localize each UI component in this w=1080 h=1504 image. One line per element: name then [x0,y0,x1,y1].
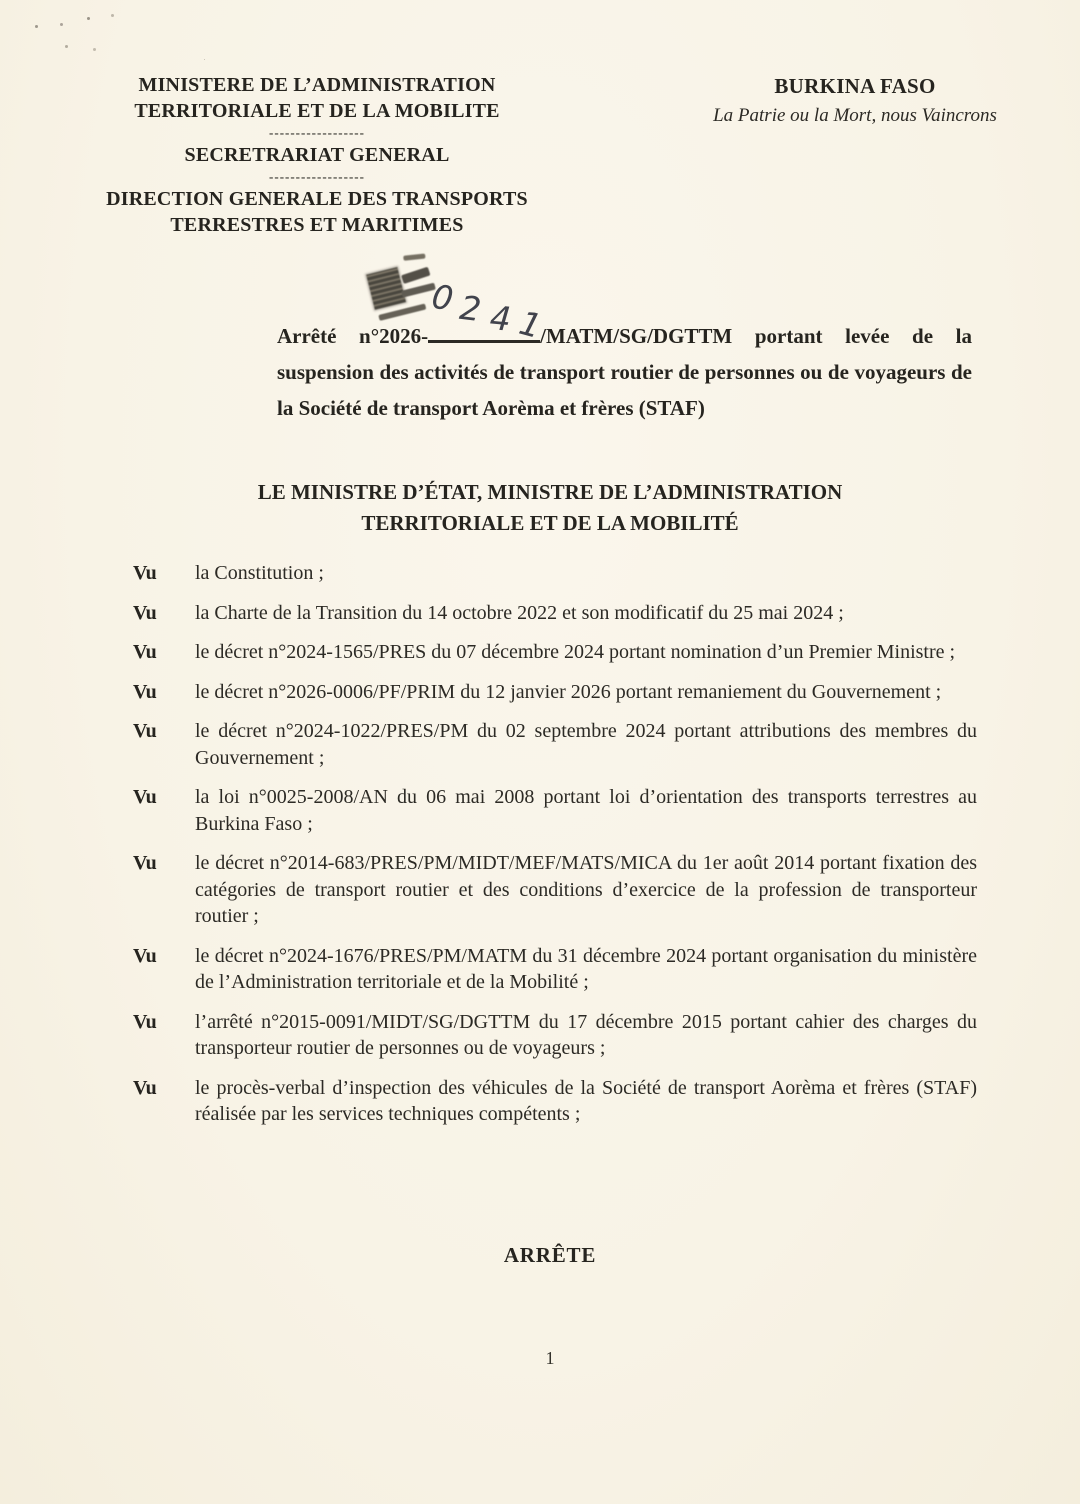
vu-list [133,560,977,1141]
vu-item [133,679,977,706]
vu-text: le procès-verbal d’inspection des véhicules de la Société de transport Aorèma et frères (STAF) réalisée par les services techniques compétents ; [195,1076,977,1125]
vu-item [133,1075,977,1128]
vu-text: le décret n°2014-683/PRES/PM/MIDT/MEF/MATS/MICA du 1er août 2014 portant fixation des catégories de transport routier et des conditions d’exercice de la profession de transporteur routier ; [195,852,977,927]
vu-label: Vu [133,786,157,808]
scan-specks [35,25,38,28]
vu-label: Vu [133,601,157,624]
vu-text: le décret n°2024-1676/PRES/PM/MATM du 31 décembre 2024 portant organisation du ministère de l’Administration territoriale et de la Mobilité ; [195,944,977,993]
decree-title [277,318,972,426]
vu-label: Vu [133,641,157,663]
vu-item [133,560,977,587]
minister-heading [120,477,980,539]
vu-item [133,943,977,996]
decree-title-suffix: /MATM/SG/DGTTM portant levée de la suspension des activités de transport routier de personnes ou de voyageurs de la Société de transport Aorèma et frères (STAF) [277,324,973,420]
ministry-name-line2: TERRITORIALE ET DE LA MOBILITE [134,100,500,122]
vu-item [133,1009,977,1062]
decree-title-prefix: Arrêté n°2026- [277,324,429,348]
vu-text: la loi n°0025-2008/AN du 06 mai 2008 portant loi d’orientation des transports terrestres au Burkina Faso ; [195,786,977,835]
arrete-heading: ARRÊTE [503,1243,597,1267]
handwritten-digit: 2 [457,287,484,330]
handwritten-number [429,276,546,347]
secretariat-general: SECRETRARIAT GENERAL [184,144,450,166]
minister-heading-line2: TERRITORIALE ET DE LA MOBILITÉ [361,511,739,535]
vu-item [133,718,977,771]
vu-text: la Charte de la Transition du 14 octobre 2022 et son modificatif du 25 mai 2024 ; [195,601,844,624]
direction-name-line1: DIRECTION GENERALE DES TRANSPORTS [106,188,528,210]
vu-text: l’arrêté n°2015-0091/MIDT/SG/DGTTM du 17 décembre 2015 portant cahier des charges du transporteur routier de personnes ou de voyageurs ; [195,1010,977,1059]
vu-label: Vu [133,944,157,967]
vu-label: Vu [133,852,157,874]
dashed-separator: ------------------ [269,169,365,184]
vu-label: Vu [133,680,157,703]
vu-label: Vu [133,1076,157,1099]
country-name: BURKINA FASO [774,74,936,98]
vu-text: le décret n°2026-0006/PF/PRIM du 12 janvier 2026 portant remaniement du Gouvernement ; [195,680,942,703]
letterhead-left [92,72,542,238]
handwritten-digit: 0 [429,276,456,319]
vu-text: le décret n°2024-1565/PRES du 07 décembre 2024 portant nomination d’un Premier Ministre ; [195,641,956,663]
national-motto: La Patrie ou la Mort, nous Vaincrons [713,105,997,126]
vu-text: la Constitution ; [195,562,324,584]
handwritten-digit: 1 [515,302,546,347]
vu-text: le décret n°2024-1022/PRES/PM du 02 septembre 2024 portant attributions des membres du Gouvernement ; [195,720,977,769]
vu-item [133,784,977,837]
minister-heading-line1: LE MINISTRE D’ÉTAT, MINISTRE DE L’ADMINISTRATION [257,480,843,504]
number-blank-line [428,319,540,343]
vu-item [133,600,977,627]
vu-label: Vu [133,1010,157,1033]
dashed-separator: ------------------ [269,125,365,140]
direction-name-line2: TERRESTRES ET MARITIMES [170,214,464,236]
vu-item [133,639,977,666]
page-number: 1 [545,1348,555,1368]
handwritten-digit: 4 [488,298,513,339]
vu-label: Vu [133,720,157,742]
vu-label: Vu [133,562,157,584]
letterhead-right [655,74,1055,127]
vu-item [133,850,977,930]
ministry-name-line1: MINISTERE DE L’ADMINISTRATION [138,74,496,96]
